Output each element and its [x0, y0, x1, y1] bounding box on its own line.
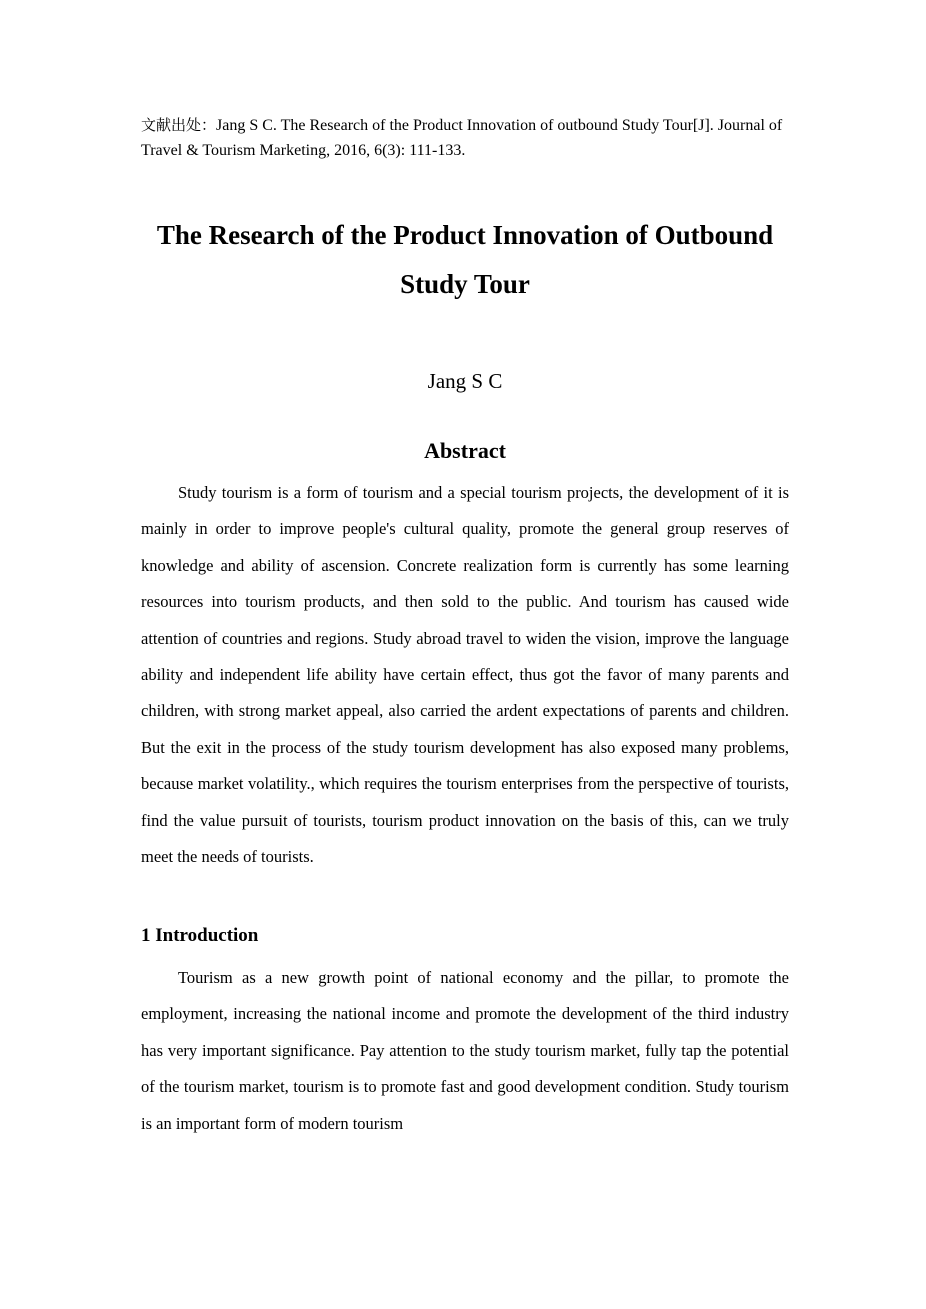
citation-text: Jang S C. The Research of the Product Innovation of outbound Study Tour[J]. Journal of Travel & Tourism Marketing, 2016, 6(3): 111-133.: [141, 117, 783, 159]
paper-title: The Research of the Product Innovation of Outbound Study Tour: [156, 220, 774, 299]
citation: [141, 113, 789, 163]
page-content: [141, 113, 789, 1133]
introduction-heading: 1 Introduction: [141, 925, 259, 946]
citation-label: 文献出处：: [141, 116, 217, 134]
paper-author: Jang S C: [427, 369, 503, 393]
introduction-body: Tourism as a new growth point of national economy and the pillar, to promote the employment, increasing the national income and promote the development of the third industry has very important significance. Pay attention to the study tourism market, fully tap the potential of the tourism market, tourism is to promote fast and good development condition. Study tourism is an important form of modern tourism: [141, 968, 789, 1133]
abstract-heading: Abstract: [424, 438, 506, 463]
abstract-body: Study tourism is a form of tourism and a special tourism projects, the development of it is mainly in order to improve people's cultural quality, promote the general group reserves of knowledge and ability of ascension. Concrete realization form is currently has some learning resources into tourism products, and then sold to the public. And tourism has caused wide attention of countries and regions. Study abroad travel to widen the vision, improve the language ability and independent life ability have certain effect, thus got the favor of many parents and children, with strong market appeal, also carried the ardent expectations of parents and children. But the exit in the process of the study tourism development has also exposed many problems, because market volatility., which requires the tourism enterprises from the perspective of tourists, find the value pursuit of tourists, tourism product innovation on the basis of this, can we truly meet the needs of tourists.: [141, 483, 789, 867]
